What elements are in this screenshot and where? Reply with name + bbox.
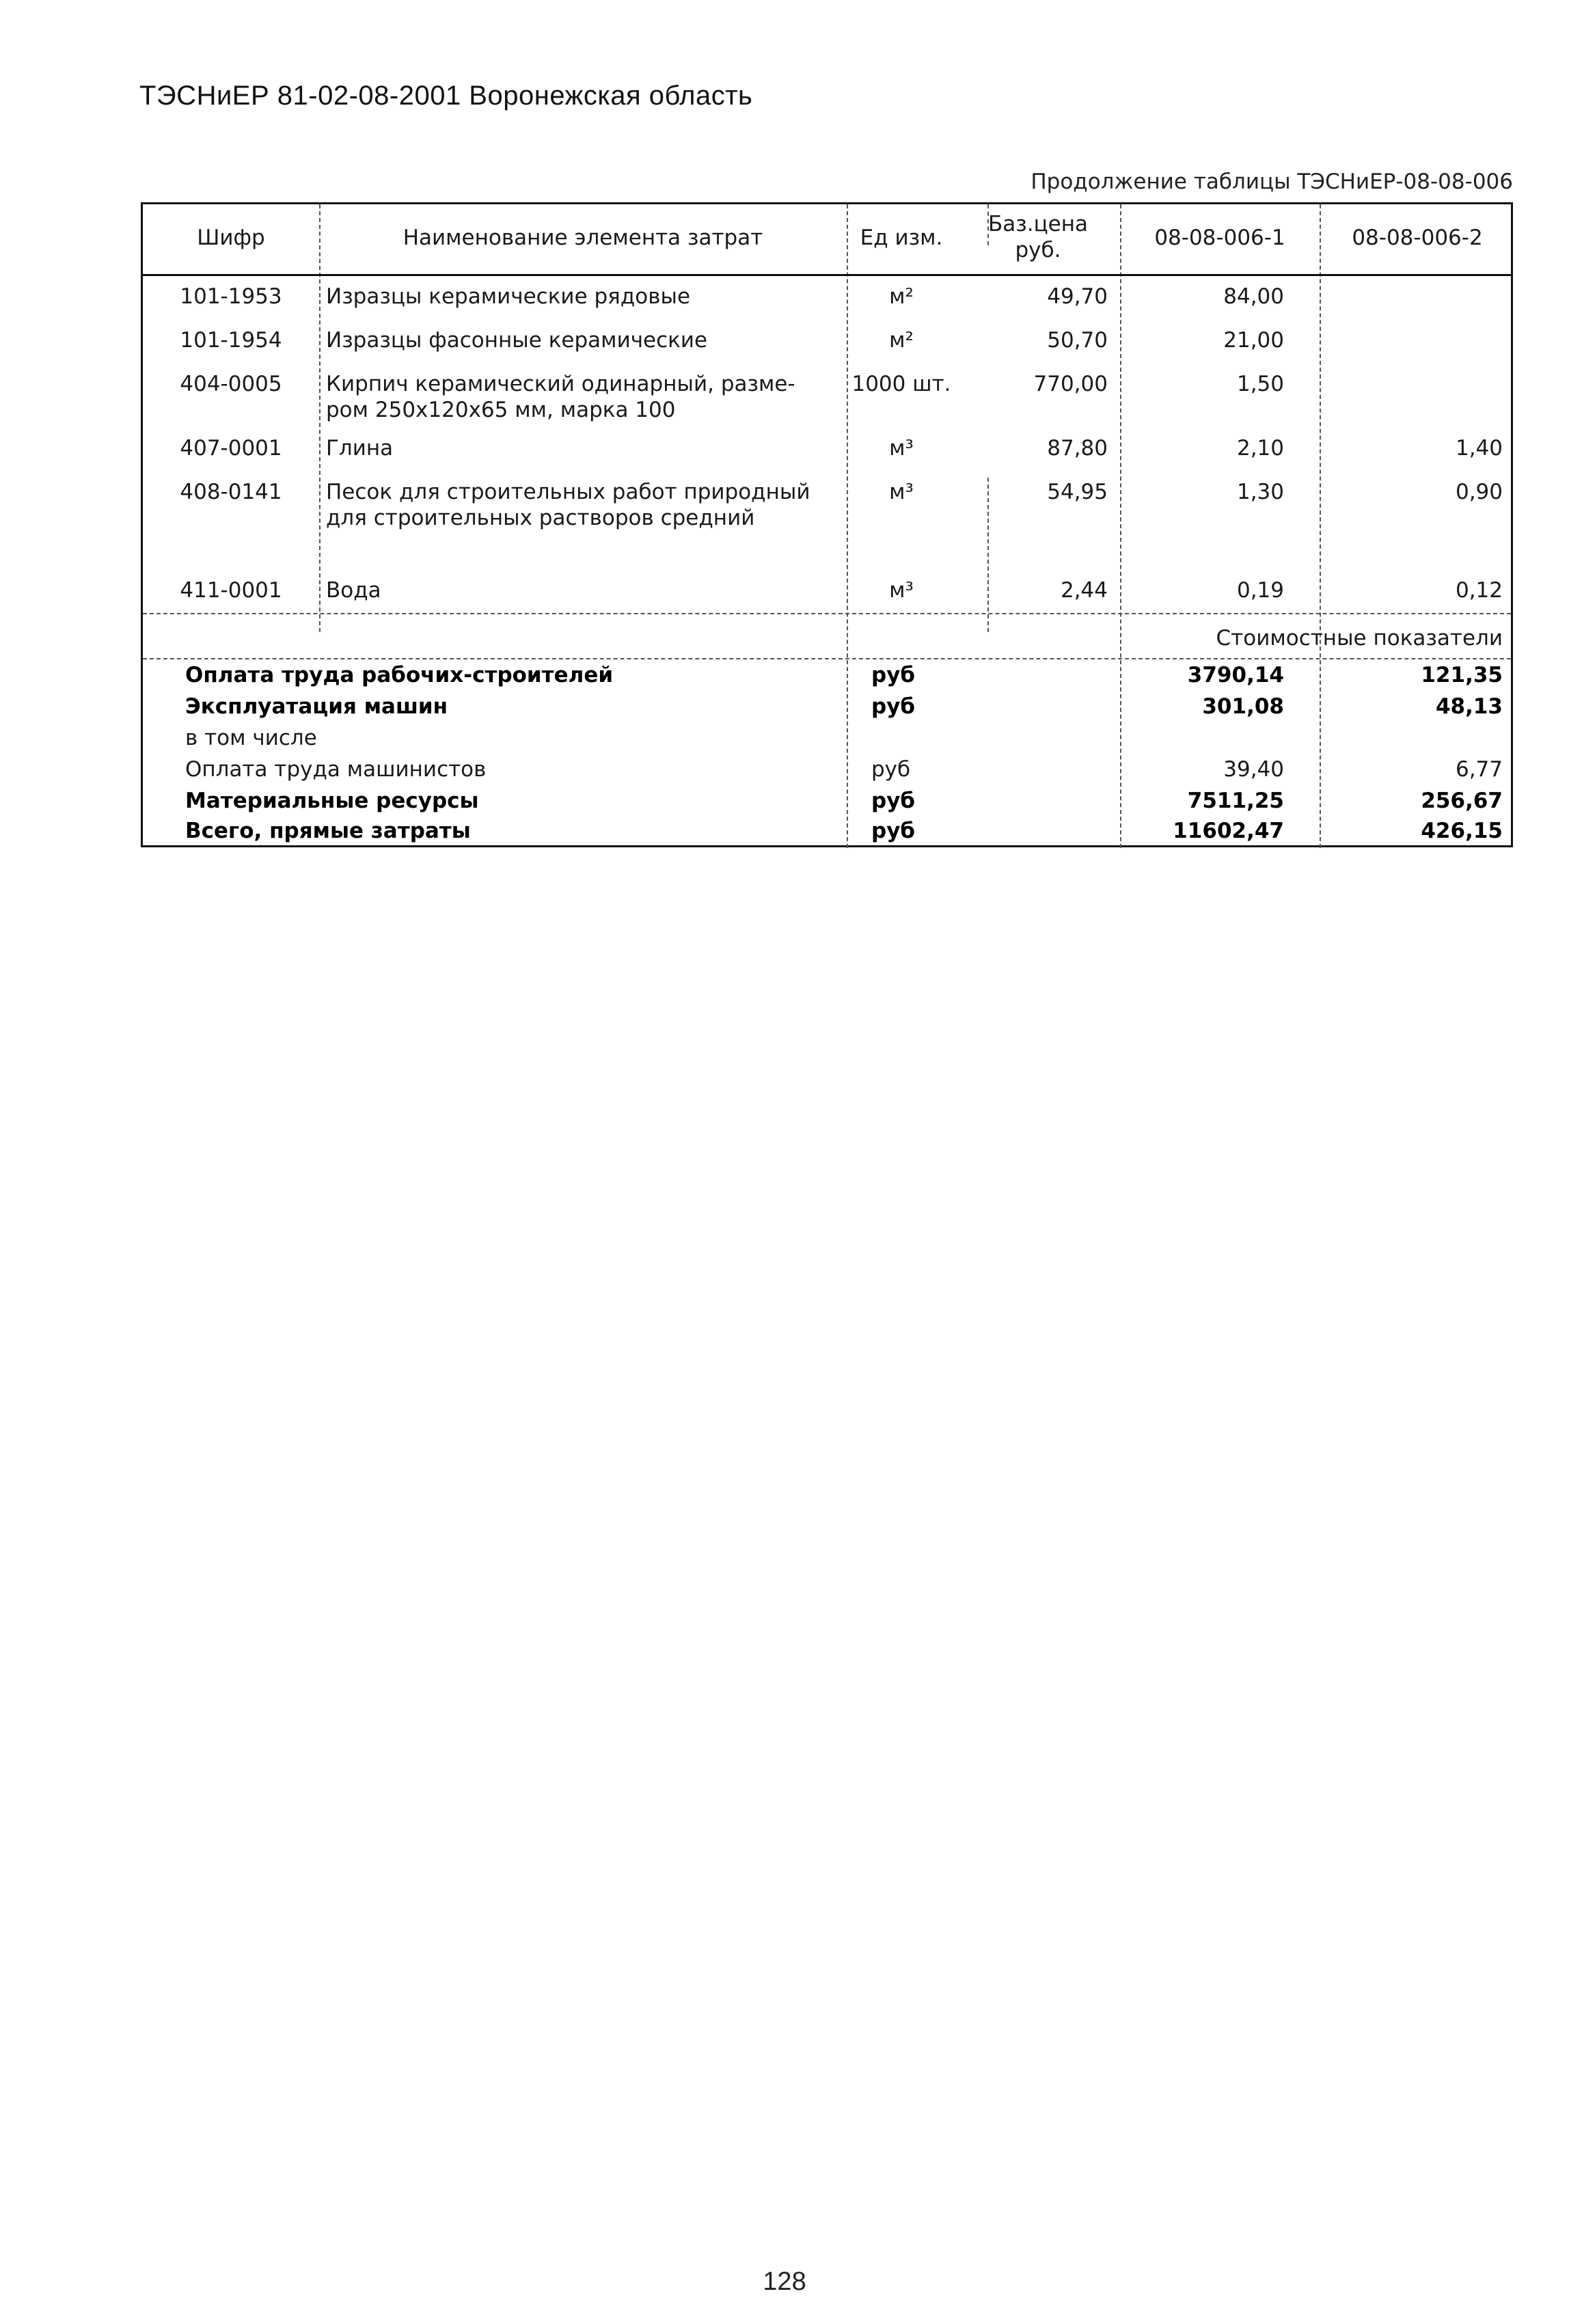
column-divider	[1320, 204, 1321, 848]
resources-bottom-rule	[143, 613, 1511, 614]
cost-v1: 7511,25	[1187, 789, 1284, 813]
resource-name-continued: ром 250х120х65 мм, марка 100	[326, 398, 676, 422]
cost-label: Эксплуатация машин	[185, 694, 448, 719]
resource-v1: 1,50	[1236, 372, 1284, 396]
resource-table	[141, 202, 1513, 847]
cost-v1: 39,40	[1223, 757, 1284, 782]
resource-v1: 21,00	[1223, 328, 1284, 353]
cost-label: в том числе	[185, 726, 317, 750]
resource-code: 408-0141	[180, 480, 282, 504]
cost-unit: руб	[871, 757, 911, 782]
resource-code: 101-1953	[180, 284, 282, 309]
document-header: ТЭСНиЕР 81-02-08-2001 Воронежская область	[139, 81, 753, 111]
col-header-variant-2: 08-08-006-2	[1352, 225, 1483, 250]
resource-code: 407-0001	[180, 436, 282, 461]
cost-header-rule	[143, 658, 1511, 659]
resource-name: Песок для строительных работ природный	[326, 480, 810, 504]
header-rule	[143, 274, 1511, 276]
resource-price: 2,44	[1060, 578, 1108, 603]
cost-indicators-header: Стоимостные показатели	[1216, 626, 1503, 651]
cost-v1: 3790,14	[1187, 663, 1284, 687]
resource-name-continued: для строительных растворов средний	[326, 506, 755, 530]
col-header-price-unit: руб.	[1015, 238, 1061, 262]
resource-v2: 1,40	[1455, 436, 1503, 461]
cost-v2: 121,35	[1421, 663, 1503, 687]
resource-v2: 0,90	[1455, 480, 1503, 504]
resource-name: Изразцы фасонные керамические	[326, 328, 708, 353]
resource-unit: м³	[889, 436, 914, 461]
cost-unit: руб	[871, 819, 916, 843]
page-number: 128	[763, 2267, 806, 2296]
resource-v1: 84,00	[1223, 284, 1284, 309]
resource-name: Вода	[326, 578, 381, 603]
resource-price: 54,95	[1047, 480, 1108, 504]
table-continuation-caption: Продолжение таблицы ТЭСНиЕР-08-08-006	[1031, 169, 1513, 194]
resource-name: Кирпич керамический одинарный, разме-	[326, 372, 795, 396]
resource-price: 50,70	[1047, 328, 1108, 353]
resource-unit: м³	[889, 480, 914, 504]
col-header-unit: Ед изм.	[860, 225, 943, 250]
cost-unit: руб	[871, 694, 916, 719]
resource-unit: м³	[889, 578, 914, 603]
resource-v1: 1,30	[1236, 480, 1284, 504]
resource-name: Изразцы керамические рядовые	[326, 284, 691, 309]
cost-v1: 11602,47	[1173, 819, 1284, 843]
col-header-price: Баз.цена	[987, 212, 1089, 236]
resource-price: 87,80	[1047, 436, 1108, 461]
cost-unit: руб	[871, 789, 916, 813]
col-header-name: Наименование элемента затрат	[403, 225, 763, 250]
cost-v2: 48,13	[1435, 694, 1503, 719]
column-divider	[319, 204, 320, 632]
resource-code: 404-0005	[180, 372, 282, 396]
resource-unit: м²	[889, 328, 914, 353]
resource-unit: 1000 шт.	[851, 372, 951, 396]
resource-unit: м²	[889, 284, 914, 309]
resource-name: Глина	[326, 436, 394, 461]
cost-v2: 6,77	[1455, 757, 1503, 782]
col-header-code: Шифр	[197, 225, 265, 250]
resource-v2: 0,12	[1455, 578, 1503, 603]
resource-price: 49,70	[1047, 284, 1108, 309]
resource-price: 770,00	[1033, 372, 1108, 396]
col-header-variant-1: 08-08-006-1	[1154, 225, 1285, 250]
resource-code: 411-0001	[180, 578, 282, 603]
resource-v1: 2,10	[1236, 436, 1284, 461]
cost-label: Оплата труда машинистов	[185, 757, 487, 782]
resource-code: 101-1954	[180, 328, 282, 353]
resource-v1: 0,19	[1236, 578, 1284, 603]
cost-unit: руб	[871, 663, 916, 687]
cost-v2: 426,15	[1421, 819, 1503, 843]
cost-label: Оплата труда рабочих-строителей	[185, 663, 614, 687]
cost-label: Всего, прямые затраты	[185, 819, 471, 843]
cost-label: Материальные ресурсы	[185, 789, 479, 813]
cost-v1: 301,08	[1202, 694, 1284, 719]
cost-v2: 256,67	[1421, 789, 1503, 813]
